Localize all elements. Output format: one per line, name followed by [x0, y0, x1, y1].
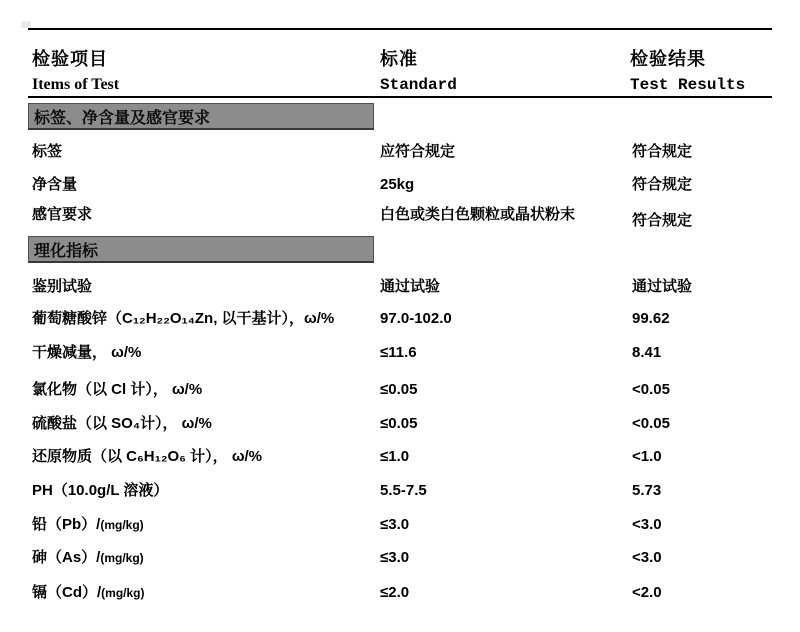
item-cell: 净含量 — [32, 176, 78, 193]
result-cell: 8.41 — [632, 344, 662, 361]
table-row — [0, 205, 800, 227]
column-header-standard-en: Standard — [380, 76, 457, 94]
item-cell: 铅（Pb）/(mg/kg) — [32, 516, 144, 533]
table-row — [0, 515, 800, 537]
item-cell: 葡萄糖酸锌（C₁₂H₂₂O₁₄Zn, 以干基计），ω/% — [32, 310, 335, 327]
standard-cell: 5.5-7.5 — [380, 482, 427, 499]
standard-cell: ≤11.6 — [380, 344, 417, 361]
column-header-standard-zh: 标准 — [380, 49, 418, 69]
standard-cell: 白色或类白色颗粒或晶状粉末 — [380, 206, 576, 223]
item-cell: 鉴别试验 — [32, 278, 93, 295]
standard-cell: ≤0.05 — [380, 381, 418, 398]
section-title: 标签、净含量及感官要求 — [34, 109, 211, 127]
result-cell: 5.73 — [632, 482, 662, 499]
result-cell: <1.0 — [632, 448, 662, 465]
result-cell: <0.05 — [632, 381, 670, 398]
standard-cell: ≤3.0 — [380, 549, 410, 566]
table-row — [0, 481, 800, 503]
item-cell: 镉（Cd）/(mg/kg) — [32, 584, 145, 601]
standard-cell: ≤0.05 — [380, 415, 418, 432]
result-cell: <0.05 — [632, 415, 670, 432]
item-cell: 硫酸盐（以 SO₄计）， ω/% — [32, 415, 212, 432]
standard-cell: 97.0-102.0 — [380, 310, 452, 327]
table-row — [0, 175, 800, 197]
result-cell: 符合规定 — [632, 212, 693, 229]
table-row — [0, 414, 800, 436]
table-row — [0, 142, 800, 164]
standard-cell: 应符合规定 — [380, 143, 456, 160]
result-cell: 符合规定 — [632, 143, 693, 160]
column-header-items-en: Items of Test — [32, 76, 120, 93]
standard-cell: ≤3.0 — [380, 516, 410, 533]
section-header-label-netcontent-sensory — [28, 103, 374, 130]
table-row — [0, 447, 800, 469]
result-cell: 99.62 — [632, 310, 670, 327]
item-cell: 干燥减量， ω/% — [32, 344, 142, 361]
result-cell: 符合规定 — [632, 176, 693, 193]
table-row — [0, 277, 800, 299]
section-title: 理化指标 — [34, 242, 99, 260]
item-cell: 感官要求 — [32, 206, 93, 223]
table-top-rule — [28, 28, 772, 30]
table-row — [0, 548, 800, 570]
column-header-items-zh: 检验项目 — [32, 49, 108, 69]
item-cell: 氯化物（以 Cl 计）， ω/% — [32, 381, 203, 398]
standard-cell: ≤2.0 — [380, 584, 410, 601]
section-header-physicochemical — [28, 236, 374, 263]
scan-artifact — [21, 21, 31, 28]
item-cell: 砷（As）/(mg/kg) — [32, 549, 144, 566]
column-header-results-zh: 检验结果 — [630, 49, 706, 69]
standard-cell: 通过试验 — [380, 278, 441, 295]
table-row — [0, 380, 800, 402]
table-row — [0, 343, 800, 365]
table-row — [0, 583, 800, 605]
item-cell: PH（10.0g/L 溶液） — [32, 482, 169, 499]
column-header-results-en: Test Results — [630, 76, 746, 94]
standard-cell: ≤1.0 — [380, 448, 410, 465]
result-cell: <3.0 — [632, 549, 662, 566]
table-row — [0, 309, 800, 331]
result-cell: 通过试验 — [632, 278, 693, 295]
standard-cell: 25kg — [380, 176, 415, 193]
header-divider-rule — [28, 96, 772, 98]
result-cell: <3.0 — [632, 516, 662, 533]
item-cell: 标签 — [32, 143, 63, 160]
result-cell: <2.0 — [632, 584, 662, 601]
item-cell: 还原物质（以 C₆H₁₂O₆ 计）， ω/% — [32, 448, 263, 465]
